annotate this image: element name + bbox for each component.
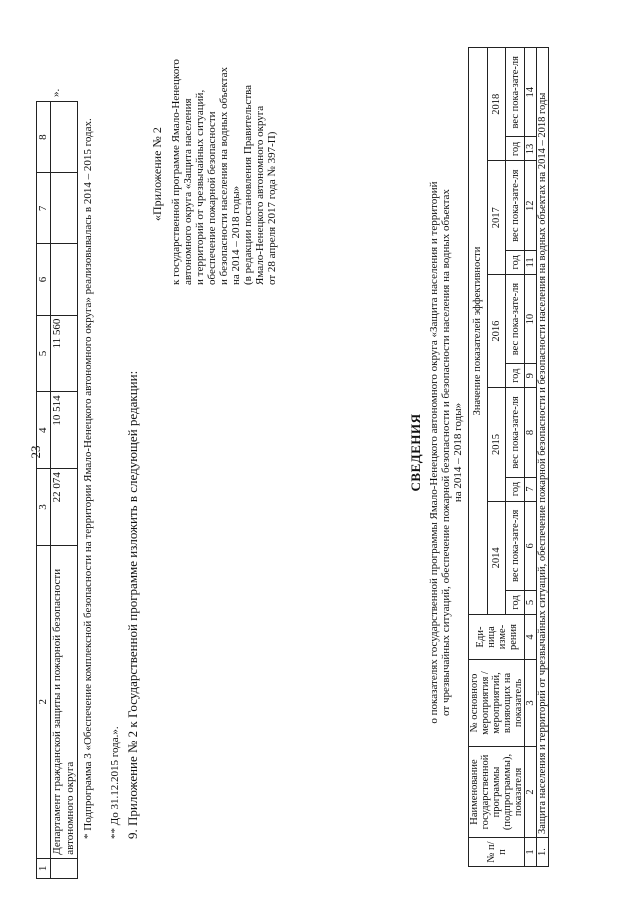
svedeniya-line: на 2014 – 2018 годы»	[452, 402, 464, 503]
table-cell	[51, 102, 78, 173]
appendix-line: и территорий от чрезвычайных ситуаций,	[194, 89, 206, 285]
sub-header-weight: вес пока-зате-ля	[506, 388, 525, 477]
year-header: 2014	[487, 501, 506, 614]
appendix-title: «Приложение № 2	[150, 127, 164, 221]
col-number: 2	[525, 747, 537, 838]
item-9: 9. Приложение № 2 к Государственной программе изложить в следующей редакции:	[125, 370, 140, 839]
appendix-line: Ямало-Ненецкого автономного округа	[254, 105, 266, 285]
col-number: 10	[525, 274, 537, 363]
col-header: 6	[37, 244, 51, 315]
sub-header-year: год	[506, 364, 525, 388]
sub-header-year: год	[506, 591, 525, 615]
footnote-1: * Подпрограмма 3 «Обеспечение комплексной безопасности на территории Ямало-Ненецкого автономного округа» реализовывалась в 2014 – 2015 годах.	[82, 118, 94, 839]
col-number: 14	[525, 48, 537, 138]
col-header: 3	[37, 469, 51, 546]
col-header: 2	[37, 545, 51, 858]
appendix-line: к государственной программе Ямало-Ненецкого	[170, 59, 182, 285]
year-header: 2017	[487, 161, 506, 274]
table-cell	[51, 173, 78, 244]
col-header-name: Наименование государственной программы (подпрограммы), показателя	[469, 747, 525, 838]
table-cell	[51, 858, 78, 878]
col-header: 5	[37, 315, 51, 392]
column-number-row	[525, 48, 537, 867]
row-number: 1.	[537, 838, 549, 867]
appendix-line: обеспечение пожарной безопасности	[206, 111, 218, 285]
appendix-line: от 28 апреля 2017 года № 397-П)	[266, 131, 278, 285]
col-number: 11	[525, 250, 537, 274]
sub-header-weight: вес пока-зате-ля	[506, 501, 525, 590]
col-number: 4	[525, 615, 537, 660]
sub-header-weight: вес пока-зате-ля	[506, 48, 525, 138]
sub-header-weight: вес пока-зате-ля	[506, 161, 525, 250]
table-row	[537, 48, 549, 867]
col-header: 4	[37, 392, 51, 469]
program-title-cell: Защита населения и территорий от чрезвычайных ситуаций, обеспечение пожарной безопасности и безопасности населения на водных объектах на 2014 – 2018 годы	[537, 48, 549, 838]
col-number: 13	[525, 137, 537, 161]
indicators-table	[468, 47, 549, 867]
svedeniya-title: СВЕДЕНИЯ	[408, 413, 423, 492]
page-number: 23	[28, 445, 43, 459]
prev-table	[36, 101, 78, 879]
svedeniya-line: о показателях государственной программы Ямало-Ненецкого автономного округа «Защита населения и территорий	[428, 181, 440, 724]
svedeniya-line: от чрезвычайных ситуаций, обеспечение пожарной безопасности и безопасности населения на водных объектах	[440, 189, 452, 716]
closing-quote: ».	[50, 88, 62, 97]
department-name: Департамент гражданской защиты и пожарной безопасности автономного округа	[51, 545, 78, 858]
sub-header-year: год	[506, 250, 525, 274]
col-number: 3	[525, 660, 537, 747]
year-header: 2018	[487, 48, 506, 162]
appendix-line: на 2014 – 2018 годы»	[230, 185, 242, 285]
col-number: 9	[525, 364, 537, 388]
table-row	[51, 102, 78, 879]
header-row	[469, 48, 488, 867]
sub-header-weight: вес пока-зате-ля	[506, 274, 525, 363]
table-cell: 22 074	[51, 469, 78, 546]
col-header-event: № основного мероприятия /мероприятий, влияющих на показатель	[469, 660, 525, 747]
prev-table-header-row	[37, 102, 51, 879]
table-cell: 10 514	[51, 392, 78, 469]
col-header: 1	[37, 858, 51, 878]
col-header: 8	[37, 102, 51, 173]
appendix-line: и безопасности населения на водных объектах	[218, 66, 230, 285]
col-number: 7	[525, 477, 537, 501]
year-header: 2015	[487, 388, 506, 501]
col-number: 5	[525, 591, 537, 615]
appendix-line: (в редакции постановления Правительства	[242, 84, 254, 285]
year-header: 2016	[487, 274, 506, 387]
col-number: 1	[525, 838, 537, 867]
sub-header-year: год	[506, 137, 525, 161]
table-cell: 11 560	[51, 315, 78, 392]
appendix-line: автономного округа «Защита населения	[182, 98, 194, 285]
sub-header-year: год	[506, 477, 525, 501]
col-header: 7	[37, 173, 51, 244]
col-number: 12	[525, 161, 537, 250]
col-header-values: Значение показателей эффективности	[469, 48, 488, 615]
col-number: 8	[525, 388, 537, 477]
col-header-unit: Еди-ница изме-рения	[469, 615, 525, 660]
col-header-no: № п/п	[469, 838, 525, 867]
col-number: 6	[525, 501, 537, 590]
footnote-2: ** До 31.12.2015 года.».	[109, 726, 121, 839]
table-cell	[51, 244, 78, 315]
